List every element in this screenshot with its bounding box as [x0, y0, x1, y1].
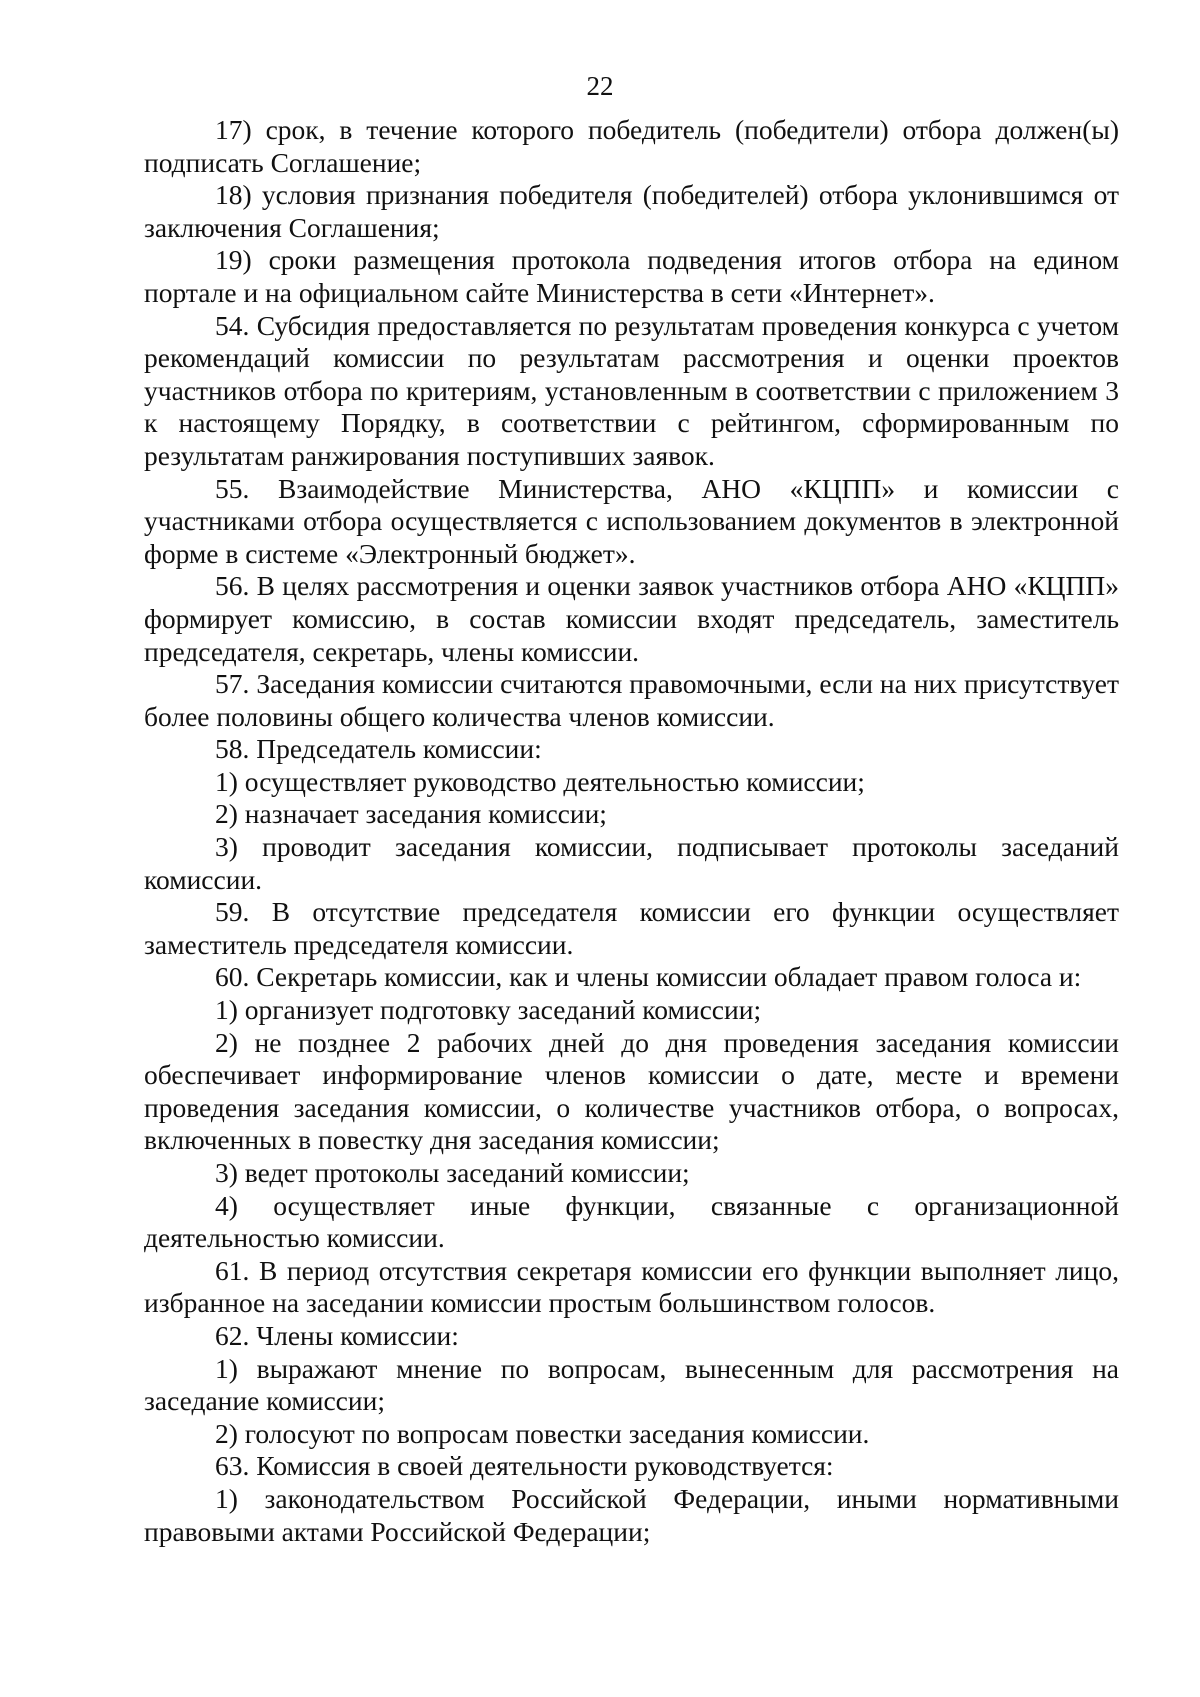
paragraph-58-2: 2) назначает заседания комиссии;	[215, 798, 607, 830]
page-number: 22	[586, 71, 614, 101]
paragraph-60: 60. Секретарь комиссии, как и члены комиссии обладает правом голоса и:	[215, 961, 1082, 993]
paragraph-56: 56. В целях рассмотрения и оценки заявок участников отбора АНО «КЦПП» формирует комиссию, в состав комиссии входят председатель, заместитель председателя, секретарь, члены комиссии.	[144, 570, 1119, 667]
paragraph-63: 63. Комиссия в своей деятельности руководствуется:	[215, 1450, 834, 1482]
paragraph-60-2: 2) не позднее 2 рабочих дней до дня проведения заседания комиссии обеспечивает информирование членов комиссии о дате, месте и времени проведения заседания комиссии, о количестве участников отбора, о вопросах, включенных в повестку дня заседания комиссии;	[144, 1026, 1119, 1156]
paragraph-58: 58. Председатель комиссии:	[215, 733, 542, 765]
paragraph-63-1: 1) законодательством Российской Федерации, иными нормативными правовыми актами Российской Федерации;	[144, 1482, 1119, 1547]
paragraph-17: 17) срок, в течение которого победитель (победители) отбора должен(ы) подписать Соглашение;	[144, 114, 1119, 178]
paragraph-60-3: 3) ведет протоколы заседаний комиссии;	[215, 1157, 690, 1188]
document-body	[144, 114, 1119, 1548]
paragraph-18: 18) условия признания победителя (победителей) отбора уклонившимся от заключения Соглашения;	[144, 179, 1119, 243]
paragraph-57: 57. Заседания комиссии считаются правомочными, если на них присутствует более половины общего количества членов комиссии.	[144, 668, 1119, 732]
paragraph-62-1: 1) выражают мнение по вопросам, вынесенным для рассмотрения на заседание комиссии;	[144, 1352, 1119, 1417]
paragraph-58-3: 3) проводит заседания комиссии, подписывает протоколы заседаний комиссии.	[144, 831, 1119, 895]
paragraph-59: 59. В отсутствие председателя комиссии его функции осуществляет заместитель председателя комиссии.	[144, 896, 1119, 960]
paragraph-19: 19) сроки размещения протокола подведения итогов отбора на едином портале и на официальном сайте Министерства в сети «Интернет».	[144, 244, 1119, 308]
paragraph-61: 61. В период отсутствия секретаря комиссии его функции выполняет лицо, избранное на заседании комиссии простым большинством голосов.	[144, 1254, 1119, 1319]
paragraph-60-1: 1) организует подготовку заседаний комиссии;	[215, 994, 762, 1026]
paragraph-62: 62. Члены комиссии:	[215, 1319, 459, 1351]
paragraph-55: 55. Взаимодействие Министерства, АНО «КЦПП» и комиссии с участниками отбора осуществляется с использованием документов в электронной форме в системе «Электронный бюджет».	[144, 472, 1119, 569]
paragraph-62-2: 2) голосуют по вопросам повестки заседания комиссии.	[215, 1417, 870, 1449]
paragraph-58-1: 1) осуществляет руководство деятельностью комиссии;	[215, 765, 865, 797]
paragraph-54: 54. Субсидия предоставляется по результатам проведения конкурса с учетом рекомендаций комиссии по результатам рассмотрения и оценки проектов участников отбора по критериям, установленным в соответствии с приложением 3 к настоящему Порядку, в соответствии с рейтингом, сформированным по результатам ранжирования поступивших заявок.	[144, 309, 1119, 471]
paragraph-60-4: 4) осуществляет иные функции, связанные с организационной деятельностью комиссии.	[144, 1189, 1119, 1254]
